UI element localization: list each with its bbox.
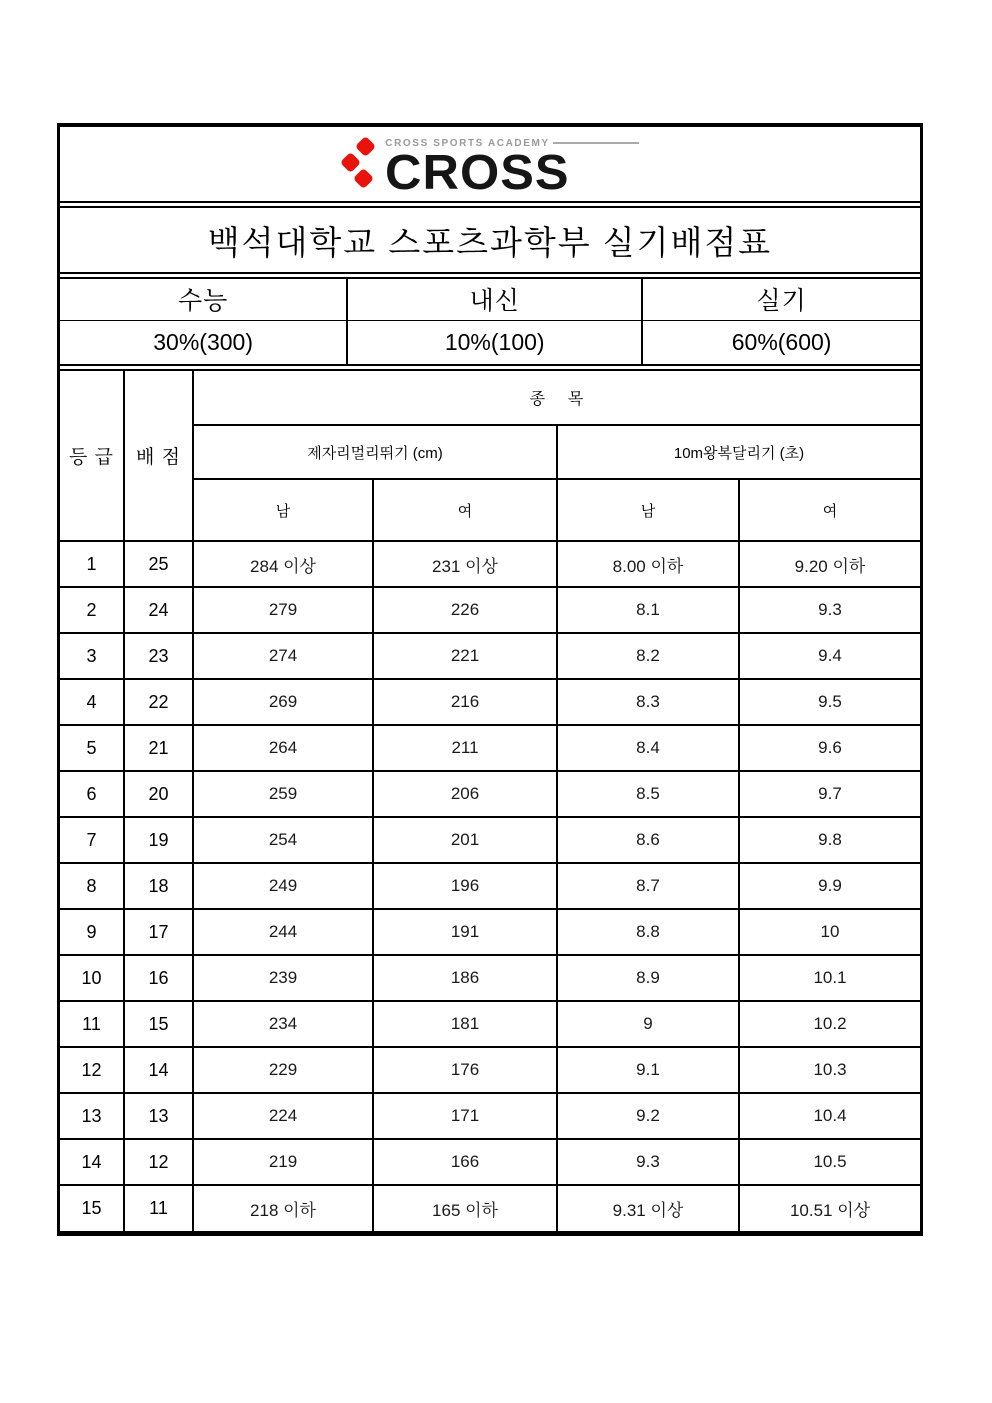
jump-male-cell: 234	[193, 1001, 373, 1047]
grade-cell: 11	[60, 1001, 124, 1047]
jump-male-cell: 218 이하	[193, 1185, 373, 1231]
points-cell: 14	[124, 1047, 193, 1093]
weights-value-cell: 60%(600)	[642, 320, 920, 364]
document-frame	[57, 123, 923, 1236]
section-divider	[60, 364, 920, 371]
jump-female-cell: 191	[373, 909, 557, 955]
grade-cell: 1	[60, 541, 124, 587]
jump-female-cell: 226	[373, 587, 557, 633]
jump-female-cell: 171	[373, 1093, 557, 1139]
scoring-table-body	[60, 541, 920, 1231]
table-row	[60, 587, 920, 633]
run-male-cell: 8.1	[557, 587, 739, 633]
points-header-cell: 배 점	[124, 371, 193, 541]
grade-cell: 9	[60, 909, 124, 955]
jump-female-cell: 176	[373, 1047, 557, 1093]
jump-female-cell: 231 이상	[373, 541, 557, 587]
points-cell: 15	[124, 1001, 193, 1047]
jump-female-cell: 166	[373, 1139, 557, 1185]
run-male-cell: 8.2	[557, 633, 739, 679]
points-cell: 17	[124, 909, 193, 955]
table-row	[60, 909, 920, 955]
cross-logo	[341, 132, 638, 200]
scoring-table	[60, 371, 920, 1231]
jump-male-cell: 264	[193, 725, 373, 771]
event-group-cell: 10m왕복달리기 (초)	[557, 425, 920, 479]
page-title: 백석대학교 스포츠과학부 실기배점표	[207, 223, 773, 261]
weights-value-cell: 10%(100)	[347, 320, 642, 364]
section-divider	[60, 201, 920, 208]
run-male-cell: 8.9	[557, 955, 739, 1001]
jump-female-cell: 196	[373, 863, 557, 909]
run-female-cell: 9.3	[739, 587, 920, 633]
run-female-cell: 9.7	[739, 771, 920, 817]
run-male-cell: 8.5	[557, 771, 739, 817]
table-row	[60, 541, 920, 587]
grade-cell: 3	[60, 633, 124, 679]
run-male-cell: 9	[557, 1001, 739, 1047]
weights-header-cell: 실기	[642, 279, 920, 320]
run-female-cell: 10.5	[739, 1139, 920, 1185]
weights-header-cell: 수능	[60, 279, 347, 320]
table-row	[60, 1001, 920, 1047]
run-female-cell: 9.5	[739, 679, 920, 725]
run-female-cell: 10.2	[739, 1001, 920, 1047]
run-male-cell: 8.8	[557, 909, 739, 955]
run-female-cell: 9.4	[739, 633, 920, 679]
grade-cell: 6	[60, 771, 124, 817]
grade-header-cell: 등 급	[60, 371, 124, 541]
grade-cell: 14	[60, 1139, 124, 1185]
jump-male-cell: 269	[193, 679, 373, 725]
weights-value-row	[60, 320, 920, 364]
subheader-cell: 여	[373, 479, 557, 541]
weights-header-cell: 내신	[347, 279, 642, 320]
points-cell: 25	[124, 541, 193, 587]
table-row	[60, 1139, 920, 1185]
run-female-cell: 9.6	[739, 725, 920, 771]
table-row	[60, 633, 920, 679]
section-divider	[60, 272, 920, 279]
grade-cell: 10	[60, 955, 124, 1001]
points-cell: 24	[124, 587, 193, 633]
jump-male-cell: 224	[193, 1093, 373, 1139]
weights-header-row	[60, 279, 920, 320]
subheader-cell: 남	[557, 479, 739, 541]
jump-male-cell: 244	[193, 909, 373, 955]
run-male-cell: 8.7	[557, 863, 739, 909]
points-cell: 20	[124, 771, 193, 817]
jump-male-cell: 249	[193, 863, 373, 909]
academy-rule-line	[553, 142, 639, 144]
table-row	[60, 955, 920, 1001]
points-cell: 21	[124, 725, 193, 771]
points-cell: 18	[124, 863, 193, 909]
events-header-cell: 종 목	[193, 371, 920, 425]
run-female-cell: 10.4	[739, 1093, 920, 1139]
run-female-cell: 9.20 이하	[739, 541, 920, 587]
grade-cell: 2	[60, 587, 124, 633]
jump-female-cell: 201	[373, 817, 557, 863]
run-male-cell: 9.31 이상	[557, 1185, 739, 1231]
jump-male-cell: 239	[193, 955, 373, 1001]
grade-cell: 5	[60, 725, 124, 771]
subheader-cell: 여	[739, 479, 920, 541]
run-female-cell: 10.1	[739, 955, 920, 1001]
jump-male-cell: 219	[193, 1139, 373, 1185]
jump-male-cell: 279	[193, 587, 373, 633]
logo-diamonds	[341, 136, 385, 194]
diamond-icon	[355, 136, 376, 157]
run-male-cell: 8.4	[557, 725, 739, 771]
jump-male-cell: 274	[193, 633, 373, 679]
table-row	[60, 863, 920, 909]
jump-female-cell: 206	[373, 771, 557, 817]
grade-cell: 7	[60, 817, 124, 863]
run-male-cell: 8.00 이하	[557, 541, 739, 587]
jump-female-cell: 216	[373, 679, 557, 725]
event-group-cell: 제자리멀리뛰기 (cm)	[193, 425, 557, 479]
run-male-cell: 8.3	[557, 679, 739, 725]
points-cell: 13	[124, 1093, 193, 1139]
cross-wordmark: CROSS	[385, 146, 570, 200]
points-cell: 22	[124, 679, 193, 725]
header-row-events	[60, 371, 920, 425]
weights-table	[60, 279, 920, 364]
run-female-cell: 9.8	[739, 817, 920, 863]
weights-value-cell: 30%(300)	[60, 320, 347, 364]
title-section	[60, 208, 920, 272]
run-female-cell: 10	[739, 909, 920, 955]
table-row	[60, 1185, 920, 1231]
jump-female-cell: 211	[373, 725, 557, 771]
points-cell: 19	[124, 817, 193, 863]
points-cell: 23	[124, 633, 193, 679]
diamond-icon	[340, 152, 361, 173]
table-row	[60, 679, 920, 725]
points-cell: 12	[124, 1139, 193, 1185]
grade-cell: 13	[60, 1093, 124, 1139]
jump-male-cell: 254	[193, 817, 373, 863]
jump-female-cell: 221	[373, 633, 557, 679]
table-row	[60, 725, 920, 771]
table-row	[60, 817, 920, 863]
run-male-cell: 9.3	[557, 1139, 739, 1185]
jump-female-cell: 165 이하	[373, 1185, 557, 1231]
table-row	[60, 1047, 920, 1093]
points-cell: 16	[124, 955, 193, 1001]
grade-cell: 15	[60, 1185, 124, 1231]
jump-male-cell: 284 이상	[193, 541, 373, 587]
run-male-cell: 9.2	[557, 1093, 739, 1139]
grade-cell: 8	[60, 863, 124, 909]
logo-text	[385, 132, 638, 200]
jump-female-cell: 181	[373, 1001, 557, 1047]
points-cell: 11	[124, 1185, 193, 1231]
diamond-icon	[353, 168, 374, 189]
run-male-cell: 9.1	[557, 1047, 739, 1093]
jump-male-cell: 259	[193, 771, 373, 817]
jump-female-cell: 186	[373, 955, 557, 1001]
table-row	[60, 771, 920, 817]
run-female-cell: 9.9	[739, 863, 920, 909]
grade-cell: 12	[60, 1047, 124, 1093]
run-female-cell: 10.51 이상	[739, 1185, 920, 1231]
run-female-cell: 10.3	[739, 1047, 920, 1093]
grade-cell: 4	[60, 679, 124, 725]
academy-label: CROSS SPORTS ACADEMY	[385, 137, 550, 149]
run-male-cell: 8.6	[557, 817, 739, 863]
jump-male-cell: 229	[193, 1047, 373, 1093]
table-row	[60, 1093, 920, 1139]
subheader-cell: 남	[193, 479, 373, 541]
logo-section	[60, 127, 920, 201]
